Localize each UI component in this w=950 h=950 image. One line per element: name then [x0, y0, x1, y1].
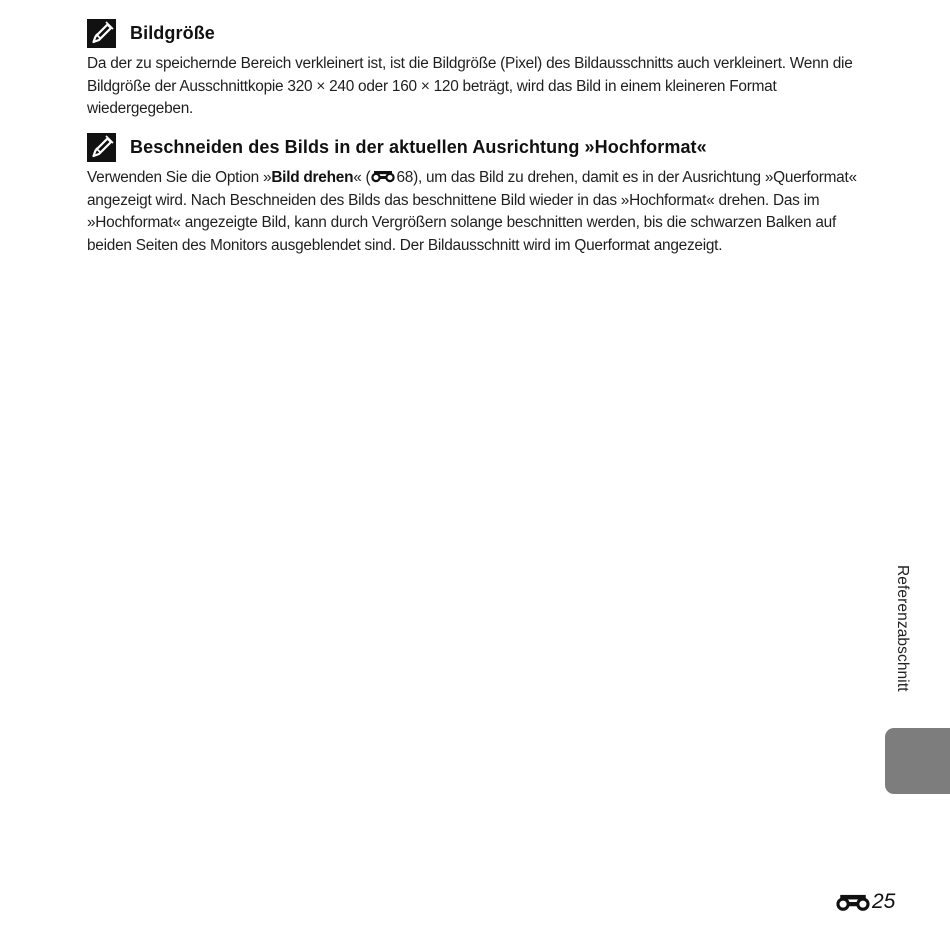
note-beschneiden-hochformat — [87, 132, 857, 257]
body-text: ), um das Bild zu drehen, damit es in der Ausrichtung »Querformat« angezeigt wird. Nach Beschneiden des Bilds das beschnittene Bild wieder in das »Hochformat« drehen. Das im »Hochformat« angezeigte Bild, kann durch Vergrößern solange beschnitten werden, bis die schwarzen Balken auf beiden Seiten des Monitors ausgeblendet sind. Der Bildausschnitt wird im Querformat angezeigt. — [87, 169, 857, 254]
option-name-bild-drehen: Bild drehen — [271, 169, 354, 186]
reference-section-icon — [371, 169, 395, 183]
body-text: Verwenden Sie die Option » — [87, 169, 272, 186]
note-title: Beschneiden des Bilds in der aktuellen Ausrichtung »Hochformat« — [130, 136, 707, 157]
reference-section-icon — [836, 892, 870, 912]
section-tab-label: Referenzabschnitt — [894, 565, 911, 692]
page-reference-link[interactable]: 68 — [396, 169, 414, 186]
pencil-note-icon — [87, 19, 116, 48]
section-thumb-tab — [885, 728, 950, 794]
pencil-note-icon — [87, 133, 116, 162]
body-text: « ( — [353, 169, 371, 186]
note-title: Bildgröße — [130, 22, 215, 43]
page-number-value: 25 — [872, 890, 896, 913]
note-heading — [87, 18, 857, 48]
note-body: Da der zu speichernde Bereich verkleinert ist, ist die Bildgröße (Pixel) des Bildausschnitts auch verkleinert. Wenn die Bildgröße der Ausschnittkopie 320 × 240 oder 160 × 120 beträgt, wird das Bild in einem kleineren Format wiedergegeben. — [87, 55, 853, 117]
page-number — [836, 887, 895, 917]
note-bildgroesse — [87, 18, 857, 121]
note-body — [87, 167, 857, 257]
note-heading — [87, 132, 857, 162]
